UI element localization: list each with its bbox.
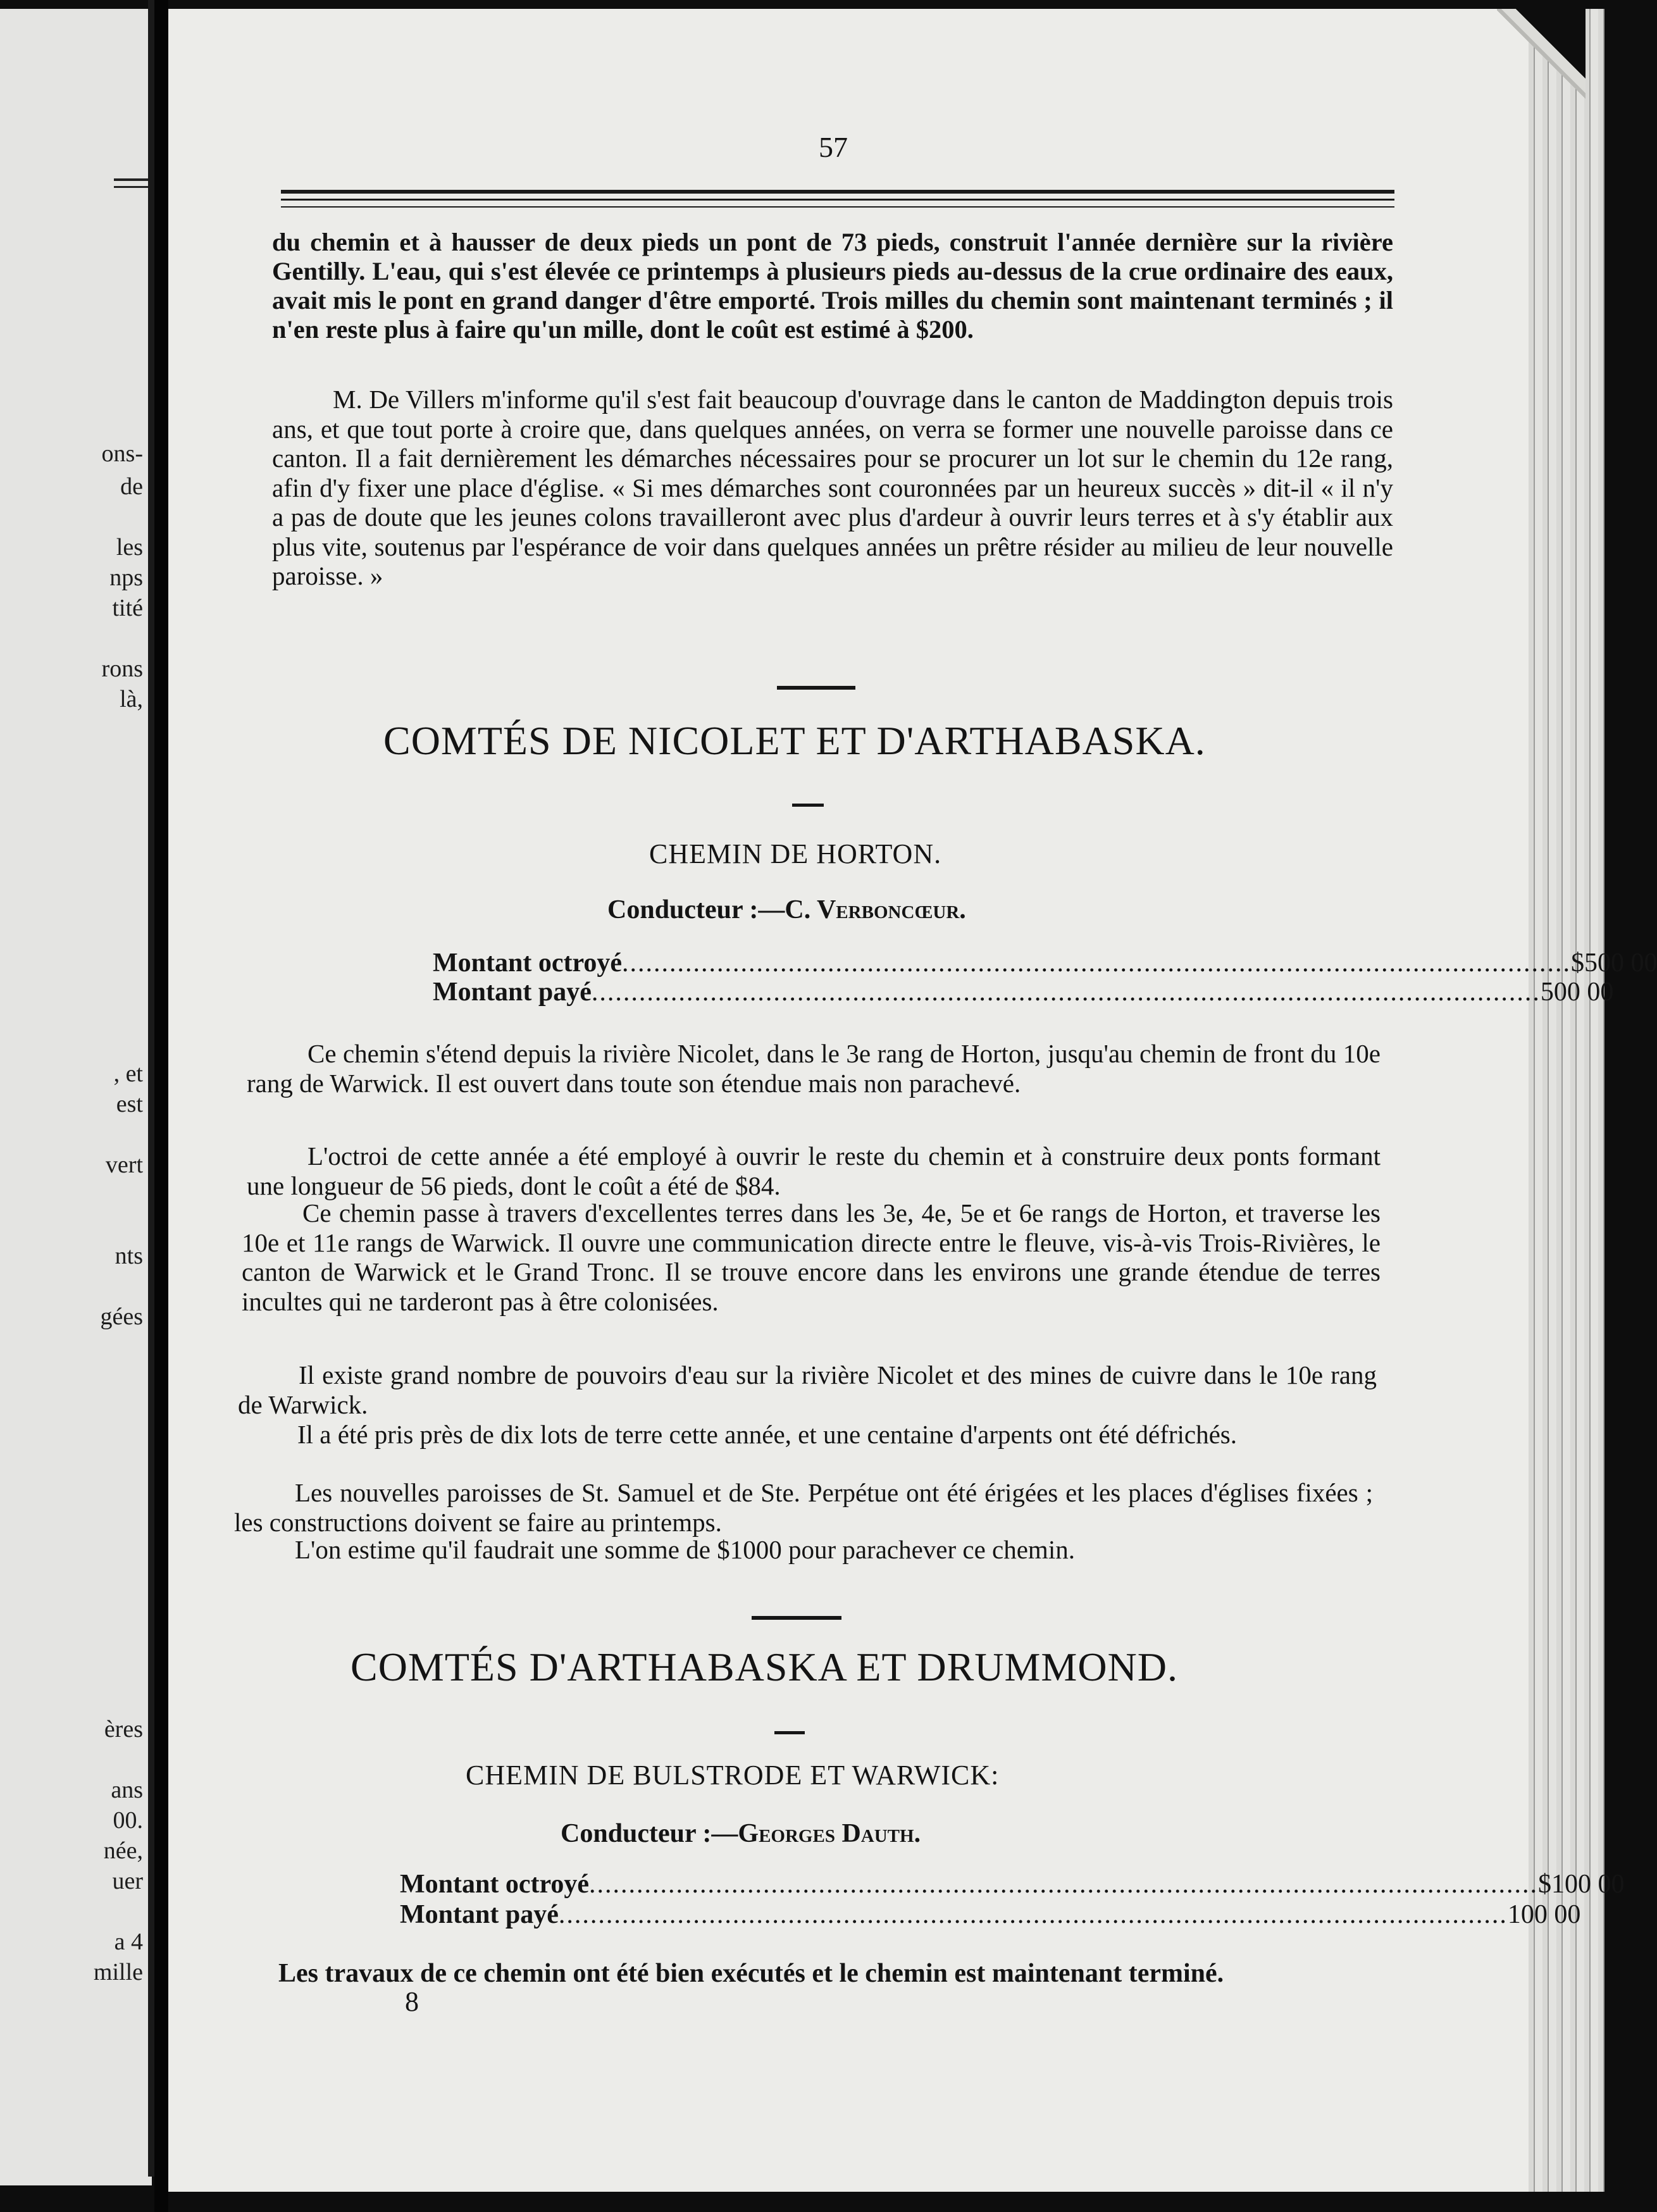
left-fragment: gées [100,1303,143,1330]
section1-paragraph: Les nouvelles paroisses de St. Samuel et de Ste. Perpétue ont été érigées et les places d'églises fixées ; les constructions doivent se faire au printemps. [234,1478,1373,1537]
section2-amount-granted [400,1869,1625,1899]
section1-paragraph: Il a été pris près de dix lots de terre cette année, et une centaine d'arpents ont été défrichés. [297,1420,1237,1449]
section2-title: COMTÉS D'ARTHABASKA ET DRUMMOND. [351,1644,1178,1689]
left-fragment: là, [120,686,143,712]
amount-label: Montant payé [400,1900,559,1929]
left-fragment: nts [115,1243,143,1269]
amount-label: Montant octroyé [400,1870,589,1899]
left-fragment: mille [93,1959,143,1985]
intro-paragraph: du chemin et à hausser de deux pieds un pont de 73 pieds, construit l'année dernière sur la rivière Gentilly. L'eau, qui s'est élevée ce printemps à plusieurs pieds au-dessus de la crue ordinaire des eaux, avait mis le pont en grand danger d'être emporté. Trois milles du chemin sont maintenant terminés ; il n'en reste plus à faire qu'un mille, dont le coût est estimé à $200. [272,228,1393,344]
leader-dots: ........................................................................................................................ [588,1870,1538,1899]
amount-value: $500 00 [1570,948,1657,978]
left-fragment: les [116,534,143,561]
left-fragment: nps [109,564,143,591]
header-rule [281,199,1394,201]
conductor-label: Conducteur :— [561,1819,738,1848]
left-fragment: ons- [101,440,143,467]
conductor-name: Georges Dauth. [738,1819,921,1848]
left-fragment: ans [111,1777,143,1803]
section1-paragraph: L'on estime qu'il faudrait une somme de $1000 pour parachever ce chemin. [295,1535,1075,1564]
left-fragment: , et [113,1060,143,1087]
section1-paragraph: Il existe grand nombre de pouvoirs d'eau sur la rivière Nicolet et des mines de cuivre dans le 10e rang de Warwick. [238,1360,1377,1419]
book-gutter [154,0,168,2212]
amount-label: Montant octroyé [433,948,622,978]
section-divider [777,686,855,690]
section1-title: COMTÉS DE NICOLET ET D'ARTHABASKA. [383,718,1206,763]
leader-dots: ........................................................................................................................ [621,948,1571,978]
section2-subtitle: CHEMIN DE BULSTRODE ET WARWICK: [466,1760,1000,1791]
section1-conductor [607,895,966,925]
left-fragment: 00. [113,1807,143,1834]
left-fragment: rons [101,656,143,682]
left-page-edge [148,0,154,2177]
left-fragment: a 4 [114,1929,143,1955]
villers-paragraph: M. De Villers m'informe qu'il s'est fait beaucoup d'ouvrage dans le canton de Maddington depuis trois ans, et que tout porte à croire que, dans quelques années, on verra se former une nouvelle paroisse dans ce canton. Il a fait dernièrement les démarches nécessaires pour se procurer un lot sur le chemin du 12e rang, afin d'y fixer une place d'église. « Si mes démarches sont couronnées par un heureux succès » dit-il « il n'y a pas de doute que les jeunes colons travailleront avec plus d'ardeur à ouvrir leurs terres et à s'y établir aux plus vite, soutenus par l'espérance de voir dans quelques années un prêtre résider au milieu de leur nouvelle paroisse. » [272,385,1393,590]
page-number: 57 [819,131,848,163]
page-content [168,9,1657,2192]
left-facing-page [0,9,152,2185]
title-dash [774,1731,805,1734]
document-page [168,9,1657,2192]
title-dash [792,804,824,807]
left-fragment: uer [112,1868,143,1894]
left-fragment: de [120,473,143,500]
amount-label: Montant payé [433,978,592,1007]
section1-paragraph: Ce chemin passe à travers d'excellentes terres dans les 3e, 4e, 5e et 6e rangs de Horton, et traverse les 10e et 11e rangs de Warwick. Il ouvre une communication directe entre le fleuve, vis-à-vis Trois-Rivières, le canton de Warwick et le Grand Tronc. Il se trouve encore dans les environs une grande étendue de terres incultes qui ne tarderont pas à être colonisées. [242,1198,1381,1316]
section1-amount-paid [433,977,1614,1007]
left-fragment: ères [104,1716,143,1743]
section2-conductor [561,1818,921,1849]
section1-paragraph: Ce chemin s'étend depuis la rivière Nicolet, dans le 3e rang de Horton, jusqu'au chemin de front du 10e rang de Warwick. Il est ouvert dans toute son étendue mais non parachevé. [247,1039,1381,1098]
left-page-rule [114,178,152,181]
section2-amount-paid [400,1899,1581,1930]
left-page-rule-2 [114,186,152,188]
leader-dots: ........................................................................................................................ [591,978,1541,1007]
header-rule [281,206,1394,208]
section-divider [752,1616,841,1620]
amount-value: 100 00 [1507,1900,1581,1929]
conductor-name: C. Verboncœur. [785,895,966,924]
left-fragment: tité [112,595,143,621]
left-fragment: est [116,1091,143,1117]
section2-paragraph: Les travaux de ce chemin ont été bien exécutés et le chemin est maintenant terminé. [278,1959,1224,1988]
conductor-label: Conducteur :— [607,895,785,924]
section1-amount-granted [433,948,1657,978]
amount-value: $100 00 [1537,1870,1625,1899]
left-fragment: née, [103,1837,143,1864]
signature-mark: 8 [405,1986,419,2017]
section1-subtitle: CHEMIN DE HORTON. [649,838,942,869]
amount-value: 500 00 [1540,978,1614,1007]
section1-paragraph: L'octroi de cette année a été employé à ouvrir le reste du chemin et à construire deux ponts formant une longueur de 56 pieds, dont le coût a été de $84. [247,1141,1381,1200]
leader-dots: ........................................................................................................................ [558,1900,1508,1929]
header-rule [281,190,1394,194]
left-fragment: vert [105,1152,143,1178]
